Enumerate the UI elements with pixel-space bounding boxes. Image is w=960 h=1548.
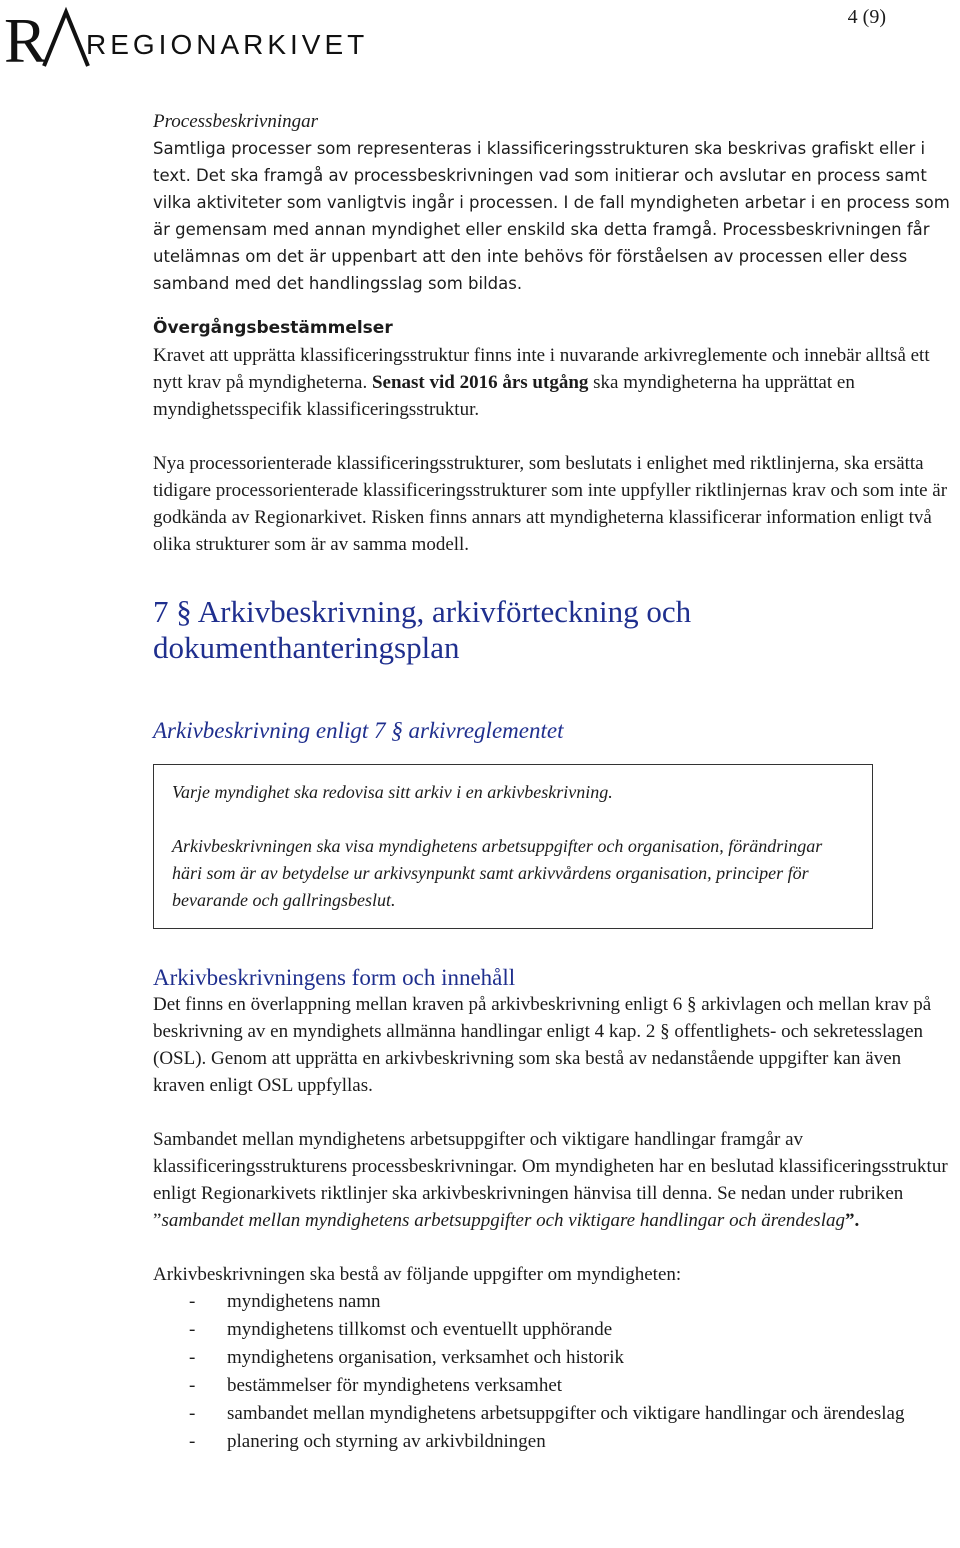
transition-text-b: ska myndigheterna ha upprättat en myndighetsspecifik klassificeringsstruktur.	[153, 372, 855, 420]
link-text-a: Sambandet mellan myndighetens arbetsuppgifter och viktigare handlingar framgår av klassificeringsstrukturens processbeskrivningar. Om myndigheten har en beslutad klassificeringsstruktur enligt Regionarkivets riktlinjer ska arkivbeskrivningen hänvisa till denna. Se nedan under rubriken ”	[153, 1129, 948, 1231]
transition-deadline: Senast vid 2016 års utgång	[371, 372, 589, 393]
document-body	[153, 108, 953, 1456]
list-item: - planering och styrning av arkivbildningen	[189, 1431, 546, 1452]
logo-a-shape	[44, 12, 88, 66]
section-7-heading: 7 § Arkivbeskrivning, arkivförteckning och dokumenthanteringsplan	[153, 594, 692, 665]
link-paragraph	[153, 1126, 953, 1234]
process-section	[153, 108, 953, 297]
list-item: - myndighetens namn	[189, 1291, 381, 1312]
page-number: 4 (9)	[847, 6, 886, 28]
form-heading: Arkivbeskrivningens form och innehåll	[153, 965, 516, 990]
new-structures-paragraph: Nya processorienterade klassificeringsstrukturer, som beslutats i enlighet med riktlinjerna, ska ersätta tidigare processorienterade klassificeringsstrukturer som inte uppfyller riktlinjernas krav och som inte är godkända av Regionarkivet. Risken finns annars att myndigheterna klassificerar information enligt två olika strukturer som är av samma modell.	[153, 453, 948, 555]
logo-mark: R	[4, 5, 47, 74]
link-text-b: ”.	[844, 1210, 860, 1231]
transition-text	[153, 342, 953, 423]
content-list	[153, 1288, 953, 1456]
form-text: Det finns en överlappning mellan kraven på arkivbeskrivning enligt 6 § arkivlagen och mellan krav på beskrivning av en myndighets allmänna handlingar enligt 4 kap. 2 § offentlighets- och sekretesslagen (OSL). Genom att upprätta en arkivbeskrivning som ska bestå av nedanstående uppgifter kan även kraven enligt OSL uppfyllas.	[153, 994, 932, 1096]
list-item: - myndighetens organisation, verksamhet och historik	[189, 1347, 624, 1368]
process-text	[153, 135, 953, 297]
logo-text: REGIONARKIVET	[86, 29, 369, 60]
list-item: - bestämmelser för myndighetens verksamhet	[189, 1375, 563, 1396]
process-heading: Processbeskrivningar	[153, 111, 318, 132]
transition-text-a: Kravet att upprätta klassificeringsstruktur finns inte i nuvarande arkivreglemente och innebär alltså ett nytt krav på myndigheterna.	[153, 345, 930, 393]
list-item: - myndighetens tillkomst och eventuellt upphörande	[189, 1319, 613, 1340]
transition-heading: Övergångsbestämmelser	[153, 318, 393, 338]
list-item: - sambandet mellan myndighetens arbetsuppgifter och viktigare handlingar och ärendeslag	[189, 1403, 905, 1424]
transition-section	[153, 315, 953, 423]
link-text-italic: sambandet mellan myndighetens arbetsuppgifter och viktigare handlingar och ärendeslag	[161, 1210, 845, 1231]
process-text-a: Samtliga processer som representeras i klassificeringsstrukturen ska beskrivas grafiskt eller i text. Det ska framgå av processbeskrivningen vad som initierar och avslutar en process samt vilka aktiviteter som vanligtvis ingår i processen. I de fall myndigheten arbetar i en process som är gemensam med annan myndighet eller enskild ska detta framgå.	[153, 139, 950, 239]
quote-line-2: Arkivbeskrivningen ska visa myndighetens arbetsuppgifter och organisation, förändringar häri som är av betydelse ur arkivsynpunkt samt arkivvårdens organisation, principer för bevarande och gallringsbeslut.	[172, 836, 823, 910]
section-7-subheading: Arkivbeskrivning enligt 7 § arkivreglementet	[153, 718, 564, 743]
list-intro: Arkivbeskrivningen ska bestå av följande uppgifter om myndigheten:	[153, 1264, 682, 1285]
quote-line-1: Varje myndighet ska redovisa sitt arkiv i en arkivbeskrivning.	[172, 782, 613, 802]
regulation-quote-box	[153, 764, 873, 929]
regionarkivet-logo	[4, 4, 404, 74]
process-text-b: Processbeskrivningen får utelämnas om det är uppenbart att den inte behövs för förståelsen av processen eller dess samband med det handlingsslag som bildas.	[153, 220, 930, 293]
